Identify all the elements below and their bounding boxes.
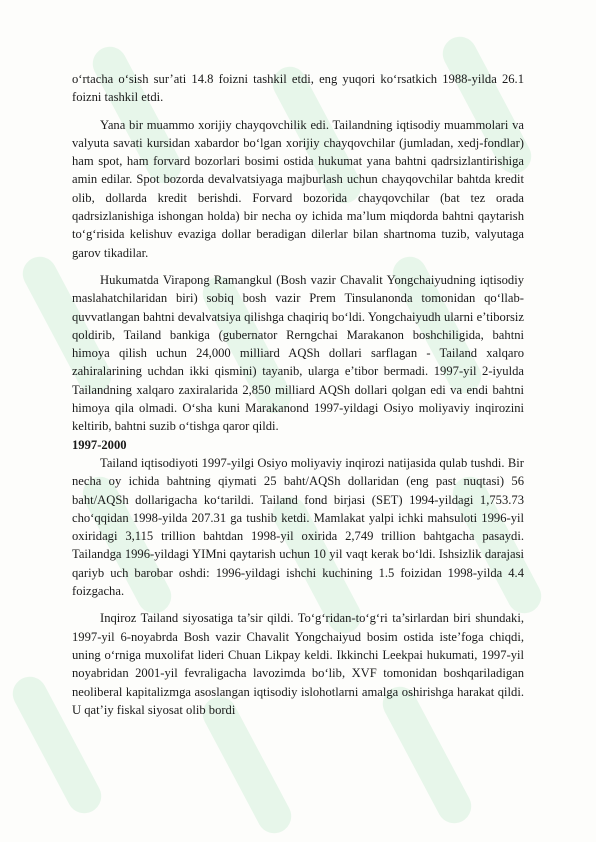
- document-page: [72, 70, 524, 719]
- paragraph-devaluation-call: Hukumatda Virapong Ramangkul (Bosh vazir Chavalit Yongchaiyudning iqtisodiy maslahatchilaridan biri) sobiq bosh vazir Prem Tinsulanonda tomonidan qo‘llab-quvvatlangan bahtni devalvatsiya qilishga chaqiriq bo‘ldi. Yongchaiyudh ularni e’tiborsiz qoldirib, Tailand bankiga (gubernator Rerngchai Marakanon boshchiligida, bahtni himoya qilish uchun 24,000 milliard AQSh dollari sarflagan - Tailand xalqaro zahiralarining uchdan ikki qismini) tayanib, ularga e’tibor bermadi. 1997-yil 2-iyulda Tailandning xalqaro zaxiralarida 2,850 milliard AQSh dollari qolgan edi va endi bahtni himoya qila olmadi. O‘sha kuni Marakanond 1997-yildagi Osiyo moliyaviy inqirozini keltirib, bahtni suzib o‘tishga qaror qildi.: [72, 272, 524, 434]
- section-heading: 1997-2000: [72, 437, 127, 452]
- paragraph-growth-rate: o‘rtacha o‘sish sur’ati 14.8 foizni tashkil etdi, eng yuqori ko‘rsatkich 1988-yilda 26.1 foizni tashkil etdi.: [72, 72, 524, 105]
- paragraph-foreign-speculation: Yana bir muammo xorijiy chayqovchilik edi. Tailandning iqtisodiy muammolari va valyuta savati kursidan xabardor bo‘lgan xorijiy chayqovchilar (jumladan, xedj-fondlar) ham spot, ham forvard bozorlari bosimi ostida hukumat yana bahtni qadrsizlantirishiga amin edilar. Spot bozorda devalvatsiyaga majburlash uchun chayqovchilar bahtda kredit olib, dollarda kredit berishdi. Forvard bozorida chayqovchilar (bat tez orada qadrsizlanishiga ishongan holda) bir necha oy ichida ma’lum miqdorda bahtni qaytarish to‘g‘risida kelishuv evaziga dollar beradigan dilerlar bilan shartnoma tuzib, valyutaga garov tikadilar.: [72, 117, 524, 260]
- paragraph-political-impact: Inqiroz Tailand siyosatiga ta’sir qildi. To‘g‘ridan-to‘g‘ri ta’sirlardan biri shundaki, 1997-yil 6-noyabrda Bosh vazir Chavalit Yongchaiyud bosim ostida iste’foga chiqdi, uning o‘rniga muxolifat lideri Chuan Likpay keldi. Ikkinchi Leekpai hukumati, 1997-yil noyabridan 2001-yil fevraligacha lavozimda bo‘lib, XVF tomonidan boshqariladigan neoliberal kapitalizmga asoslangan iqtisodiy islohotlarni amalga oshirishga harakat qildi. U qat’iy fiskal siyosat olib bordi: [72, 611, 524, 717]
- paragraph-economy-collapse: Tailand iqtisodiyoti 1997-yilgi Osiyo moliyaviy inqirozi natijasida qulab tushdi. Bir necha oy ichida bahtning qiymati 25 baht/AQSh dollaridan (eng past nuqtasi) 56 baht/AQSh dollarigacha ko‘tarildi. Tailand fond birjasi (SET) 1994-yildagi 1,753.73 cho‘qqidan 1998-yilda 207.31 ga tushib ketdi. Mamlakat yalpi ichki mahsuloti 1996-yil oxiridagi 3,115 trillion bahtdan 1998-yil oxirida 2,749 trillion bahtgacha pasaydi. Tailandga 1996-yildagi YIMni qaytarish uchun 10 yil vaqt kerak bo‘ldi. Ishsizlik darajasi qariyb uch barobar oshdi: 1996-yildagi ishchi kuchining 1.5 foizidan 1998-yilda 4.4 foizgacha.: [72, 455, 524, 599]
